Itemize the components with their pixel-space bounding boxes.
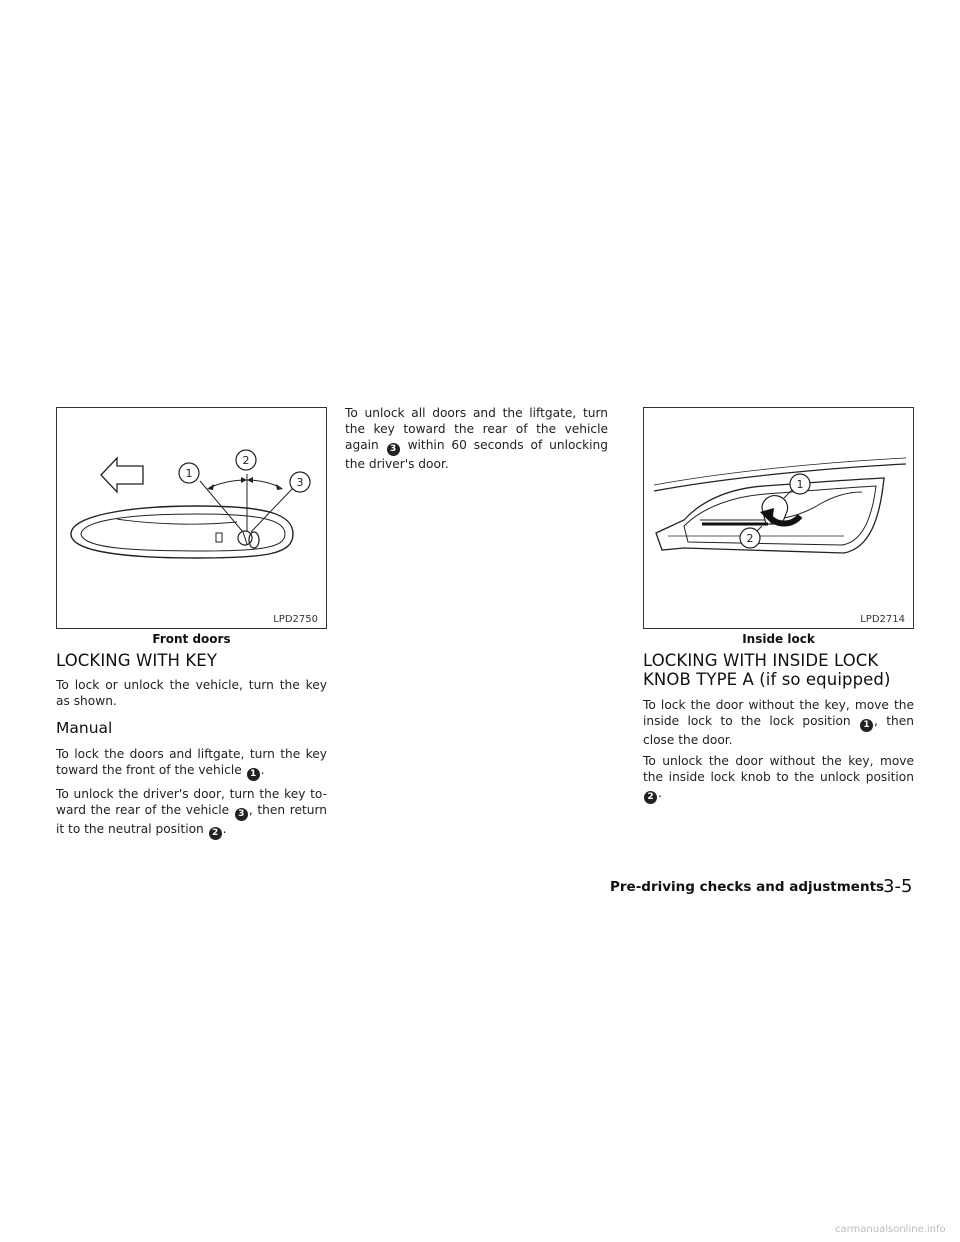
front-arrow-icon [101, 458, 143, 492]
paragraph-text: To unlock the door without the key, move the inside lock knob to the unlock position [643, 754, 914, 784]
callout-label: 3 [296, 476, 304, 489]
circled-number-3: 3 [235, 808, 248, 821]
inside-lock-figure [643, 407, 914, 629]
paragraph-text: within 60 seconds of unlocking the driver's door. [345, 438, 609, 471]
paragraph-text: . [222, 822, 227, 836]
page-number: 3-5 [883, 876, 913, 897]
section-heading-line: LOCKING WITH INSIDE LOCK [643, 651, 879, 670]
paragraph-text: To lock the door without the key, move the inside lock to the lock position [643, 698, 914, 728]
paragraph-text: To lock the doors and liftgate, turn the key toward the front of the vehicle [56, 747, 327, 777]
paragraph [345, 405, 608, 472]
door-handle-key-illustration [57, 408, 326, 628]
inside-lock-illustration [644, 408, 913, 628]
circled-number-3: 3 [387, 443, 400, 456]
callout-label: 2 [242, 454, 250, 467]
paragraph [56, 786, 327, 840]
front-doors-figure [56, 407, 327, 629]
circled-number-1: 1 [860, 719, 873, 732]
figure-caption: Inside lock [742, 632, 815, 646]
paragraph-text: To unlock the driver's door, turn the key to-ward the rear of the vehicle [56, 787, 327, 817]
paragraph-text: To unlock all doors and the liftgate, turn the key toward the rear of the vehicle again [345, 406, 608, 452]
paragraph [56, 746, 327, 781]
paragraph [643, 753, 914, 804]
paragraph-text: , then close the door. [643, 714, 915, 747]
circled-number-2: 2 [209, 827, 222, 840]
paragraph [643, 697, 914, 748]
intro-paragraph: To lock or unlock the vehicle, turn the key as shown. [56, 678, 327, 708]
paragraph-text: . [658, 786, 662, 800]
figure-code: LPD2714 [860, 614, 905, 625]
circled-number-1: 1 [247, 768, 260, 781]
section-heading-line: KNOB TYPE A (if so equipped) [643, 670, 891, 689]
footer-section-title: Pre-driving checks and adjustments [610, 879, 885, 895]
subsection-heading: Manual [56, 719, 113, 737]
section-heading: LOCKING WITH KEY [56, 651, 218, 670]
paragraph-text: . [260, 763, 265, 777]
callout-label: 2 [746, 532, 754, 545]
callout-label: 1 [185, 467, 193, 480]
circled-number-2: 2 [644, 791, 657, 804]
callout-label: 1 [796, 478, 804, 491]
figure-caption: Front doors [152, 632, 231, 646]
watermark: carmanualsonline.info [835, 1224, 946, 1235]
figure-code: LPD2750 [273, 614, 318, 625]
paragraph-text: , then return it to the neutral position [56, 803, 327, 836]
section-heading [643, 651, 923, 689]
